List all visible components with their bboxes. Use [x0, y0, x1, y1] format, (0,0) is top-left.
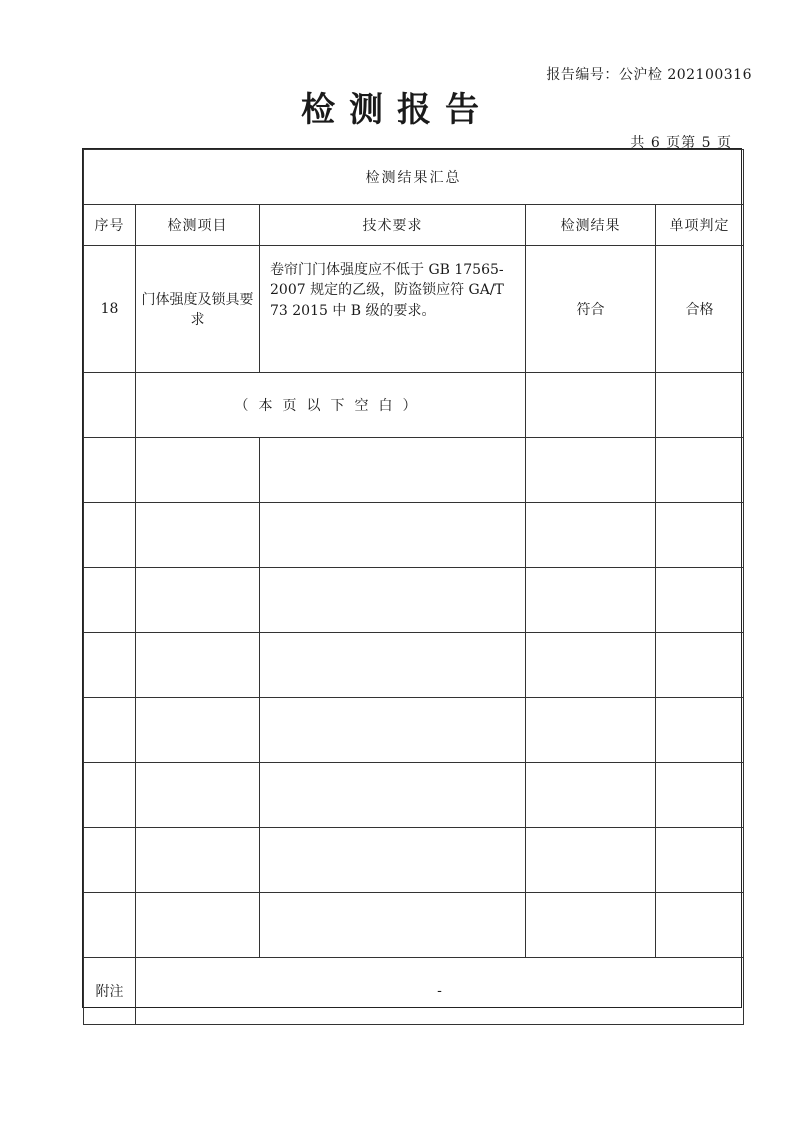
- column-header-verdict: 单项判定: [656, 205, 744, 246]
- results-summary-table: [83, 149, 744, 1025]
- report-title: 检测报告: [301, 90, 493, 130]
- remarks-label: 附注: [84, 958, 136, 1025]
- remarks-row: [84, 958, 744, 1025]
- empty-row: [84, 438, 744, 503]
- row-item: 门体强度及锁具要求: [136, 246, 260, 373]
- empty-row: [84, 828, 744, 893]
- row-verdict: 合格: [656, 246, 744, 373]
- table-row: [84, 246, 744, 373]
- empty-row: [84, 763, 744, 828]
- empty-row: [84, 893, 744, 958]
- row-result: 符合: [526, 246, 656, 373]
- blank-note-row: [84, 373, 744, 438]
- empty-cell: [656, 373, 744, 438]
- empty-row: [84, 698, 744, 763]
- empty-cell: [526, 373, 656, 438]
- column-header-result: 检测结果: [526, 205, 656, 246]
- report-number: 报告编号：公沪检 202100316: [546, 67, 752, 83]
- results-table-frame: [82, 148, 742, 1008]
- section-title: 检测结果汇总: [84, 150, 744, 205]
- remarks-value: -: [136, 958, 744, 1025]
- row-number: 18: [84, 246, 136, 373]
- blank-page-note: （本页以下空白）: [136, 373, 526, 438]
- empty-row: [84, 503, 744, 568]
- page-count: 共 6 页第 5 页: [630, 135, 732, 151]
- table-header-row: [84, 205, 744, 246]
- column-header-requirement: 技术要求: [260, 205, 526, 246]
- empty-row: [84, 633, 744, 698]
- empty-cell: [84, 373, 136, 438]
- row-requirement: 卷帘门门体强度应不低于 GB 17565-2007 规定的乙级，防盗锁应符 GA/T 73 2015 中 B 级的要求。: [260, 246, 526, 373]
- column-header-no: 序号: [84, 205, 136, 246]
- empty-row: [84, 568, 744, 633]
- column-header-item: 检测项目: [136, 205, 260, 246]
